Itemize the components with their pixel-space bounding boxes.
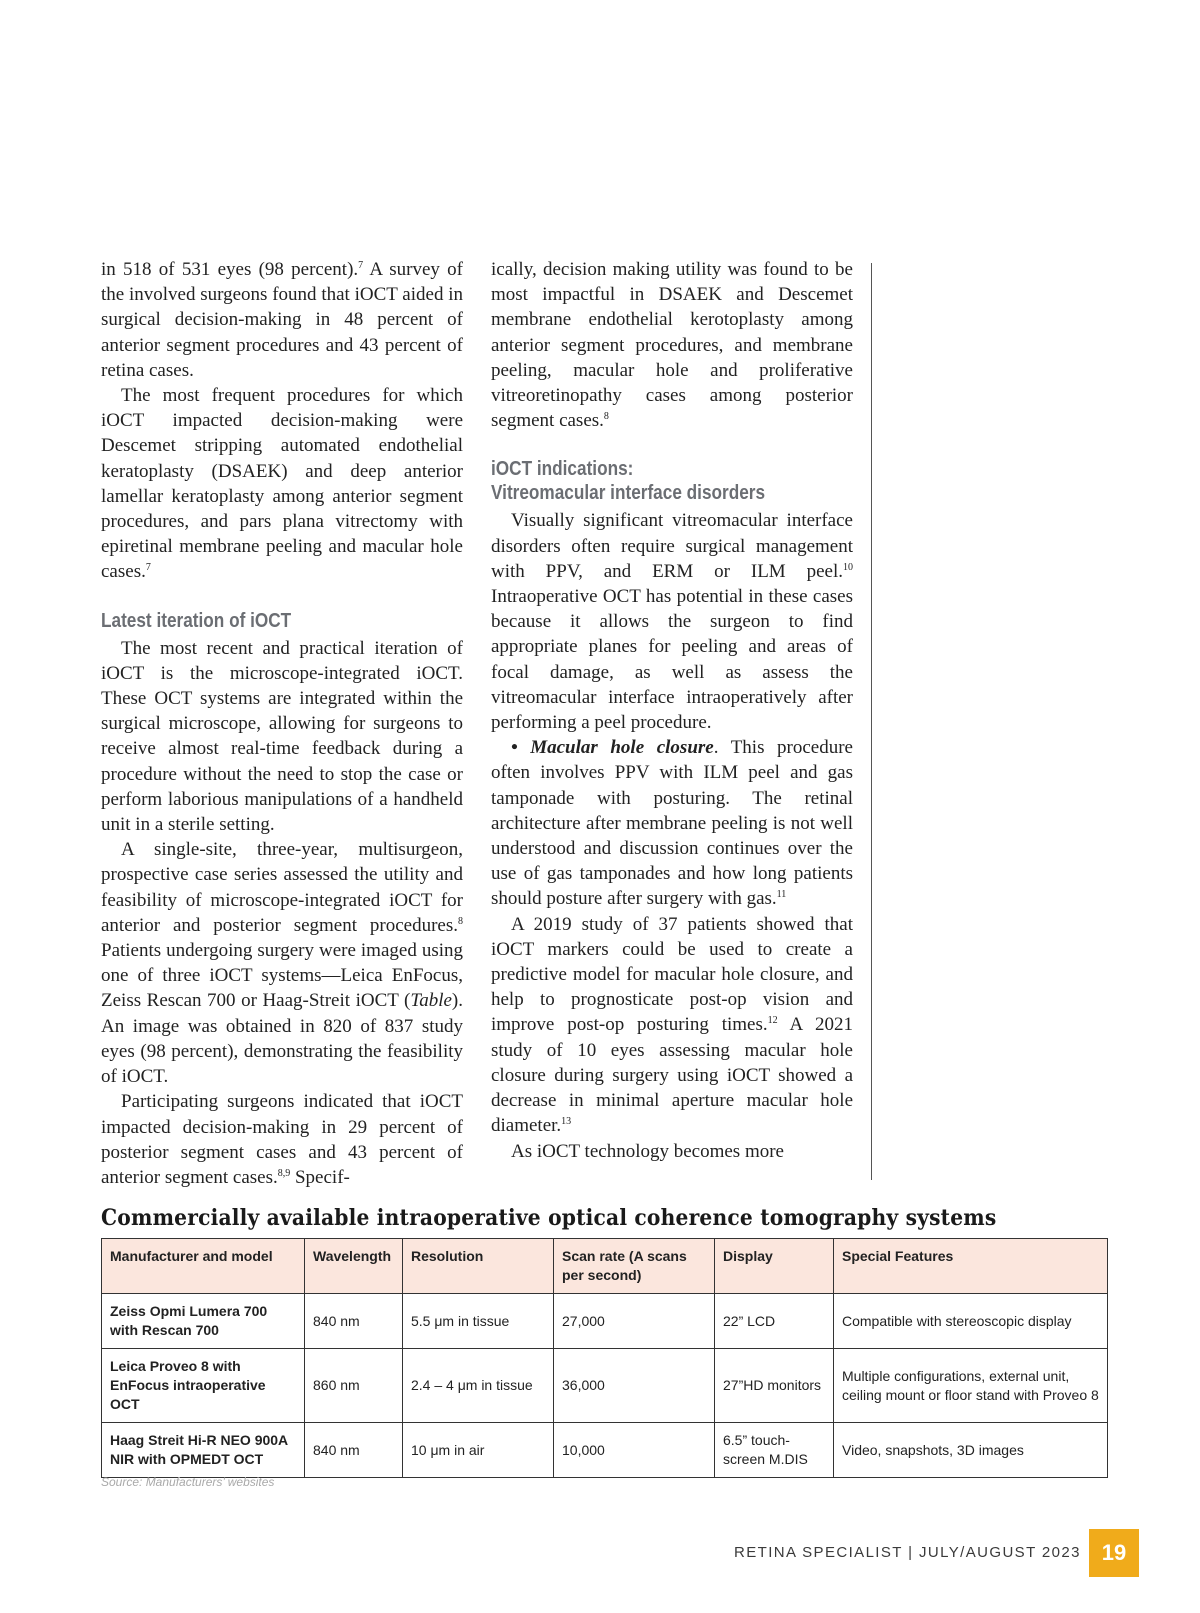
table-cell: 840 nm [305, 1294, 403, 1349]
bullet-glyph: • [511, 737, 531, 759]
citation-ref: 8,9 [277, 1167, 291, 1179]
column-header: Manufacturer and model [102, 1239, 305, 1294]
table-cell: 6.5” touch-screen M.DIS [715, 1423, 834, 1478]
body-paragraph: The most recent and practical iteration of iOCT is the microscope-integrated iOCT. These OCT systems are integrated within the surgical microscope, allowing for surgeons to receive almost real-time feedback during a procedure without the need to stop the case or perform laborious manipulations of a handheld unit in a sterile setting. [101, 637, 463, 836]
table-cell: 22” LCD [715, 1294, 834, 1349]
table-cell: Leica Proveo 8 with EnFocus intraoperative OCT [102, 1349, 305, 1423]
table-cell: 10 μm in air [403, 1423, 554, 1478]
ioct-systems-table [101, 1238, 1108, 1478]
body-paragraph: A 2019 study of 37 patients showed that iOCT markers could be used to create a predictive model for macular hole closure, and help to prognosticate post-op vision and improve post-op posturing times.$^{12}$ A 2021 study of 10 eyes assessing macular hole closure during surgery using iOCT showed a decrease in minimal aperture macular hole diameter.$^{13}$ [491, 913, 854, 1137]
table-cell: 860 nm [305, 1349, 403, 1423]
column-header: Display [715, 1239, 834, 1294]
table-cell: 10,000 [554, 1423, 715, 1478]
table-row [102, 1294, 1108, 1349]
table-cell: 5.5 μm in tissue [403, 1294, 554, 1349]
running-footer: RETINA SPECIALIST | JULY/AUGUST 2023 [734, 1544, 1081, 1561]
column-rule [871, 263, 872, 1180]
column-header: Scan rate (A scans per second) [554, 1239, 715, 1294]
citation-ref: 8 [603, 411, 609, 423]
left-column [101, 257, 463, 1190]
table-cell: 36,000 [554, 1349, 715, 1423]
bullet-term: Macular hole closure [530, 737, 714, 759]
citation-ref: 7 [145, 562, 151, 574]
table-header-row [102, 1239, 1108, 1294]
body-paragraph: ically, decision making utility was found to be most impactful in DSAEK and Descemet membrane endothelial kerotoplasty among anterior segment procedures, and membrane peeling, macular hole and proliferative vitreoretinopathy cases among posterior segment cases.$^8$ [491, 259, 853, 432]
table-cell: Video, snapshots, 3D images [834, 1423, 1108, 1478]
body-paragraph: Visually significant vitreomacular interface disorders often require surgical management with PPV, and ERM or ILM peel.$^{10}$ Intraoperative OCT has potential in these cases because it allows the surgeon to find appropriate planes for peeling and areas of focal damage, as well as assess the vitreomacular interface intraoperatively after performing a peel procedure. [491, 510, 853, 734]
table-cell: 2.4 – 4 μm in tissue [403, 1349, 554, 1423]
body-paragraph: As iOCT technology becomes more [511, 1140, 784, 1162]
table-source-note: Source: Manufacturers’ websites [101, 1475, 275, 1489]
citation-ref: 10 [843, 561, 853, 573]
body-paragraph: A single-site, three-year, multisurgeon, prospective case series assessed the utility and feasibility of microscope-integrated iOCT for anterior and posterior segment procedures.$^8$ Patients undergoing surgery were imaged using one of three iOCT systems—Leica EnFocus, Zeiss Rescan 700 or Haag-Streit iOCT (Table). An image was obtained in 820 of 837 study eyes (98 percent), demonstrating the feasibility of iOCT. [101, 839, 463, 1088]
column-header: Special Features [834, 1239, 1108, 1294]
body-paragraph: in 518 of 531 eyes (98 percent).$^7$ A survey of the involved surgeons found that iOCT aided in surgical decision-making in 48 percent of anterior segment procedures and 43 percent of retina cases. [101, 259, 463, 381]
table-reference: Table [410, 990, 452, 1012]
citation-ref: 8 [458, 915, 463, 927]
right-column [491, 257, 853, 1164]
citation-ref: 7 [358, 260, 364, 271]
column-header: Wavelength [305, 1239, 403, 1294]
table-row [102, 1349, 1108, 1423]
section-subheading: Vitreomacular interface disorders [491, 482, 766, 505]
section-heading: Latest iteration of iOCT [101, 609, 292, 632]
table-cell: 27”HD monitors [715, 1349, 834, 1423]
body-paragraph: Participating surgeons indicated that iOCT impacted decision-making in 29 percent of posterior segment cases and 43 percent of anterior segment cases.$^{8,9}$ Specif- [101, 1091, 463, 1188]
section-heading: iOCT indications: [491, 458, 634, 481]
page-number-badge: 19 [1089, 1529, 1139, 1577]
table-cell: Haag Streit Hi-R NEO 900A NIR with OPMEDT OCT [102, 1423, 305, 1478]
table-title: Commercially available intraoperative optical coherence tomography systems [101, 1205, 997, 1231]
table-row [102, 1423, 1108, 1478]
bullet-paragraph: • Macular hole closure. This procedure often involves PPV with ILM peel and gas tamponade with posturing. The retinal architecture after membrane peeling is not well understood and discussion continues over the use of gas tamponades and how long patients should posture after surgery with gas.$^{11}$ [491, 737, 853, 910]
citation-ref: 12 [767, 1015, 778, 1027]
table-cell: 840 nm [305, 1423, 403, 1478]
table-cell: Zeiss Opmi Lumera 700 with Rescan 700 [102, 1294, 305, 1349]
body-paragraph: The most frequent procedures for which iOCT impacted decision-making were Descemet stripping automated endothelial keratoplasty (DSAEK) and deep anterior lamellar keratoplasty among anterior segment procedures, and pars plana vitrectomy with epiretinal membrane peeling and macular hole cases.$^7$ [101, 385, 463, 583]
citation-ref: 13 [561, 1116, 572, 1128]
table-cell: 27,000 [554, 1294, 715, 1349]
column-header: Resolution [403, 1239, 554, 1294]
citation-ref: 11 [776, 889, 787, 901]
table-cell: Multiple configurations, external unit, ceiling mount or floor stand with Proveo 8 [834, 1349, 1108, 1423]
table-cell: Compatible with stereoscopic display [834, 1294, 1108, 1349]
